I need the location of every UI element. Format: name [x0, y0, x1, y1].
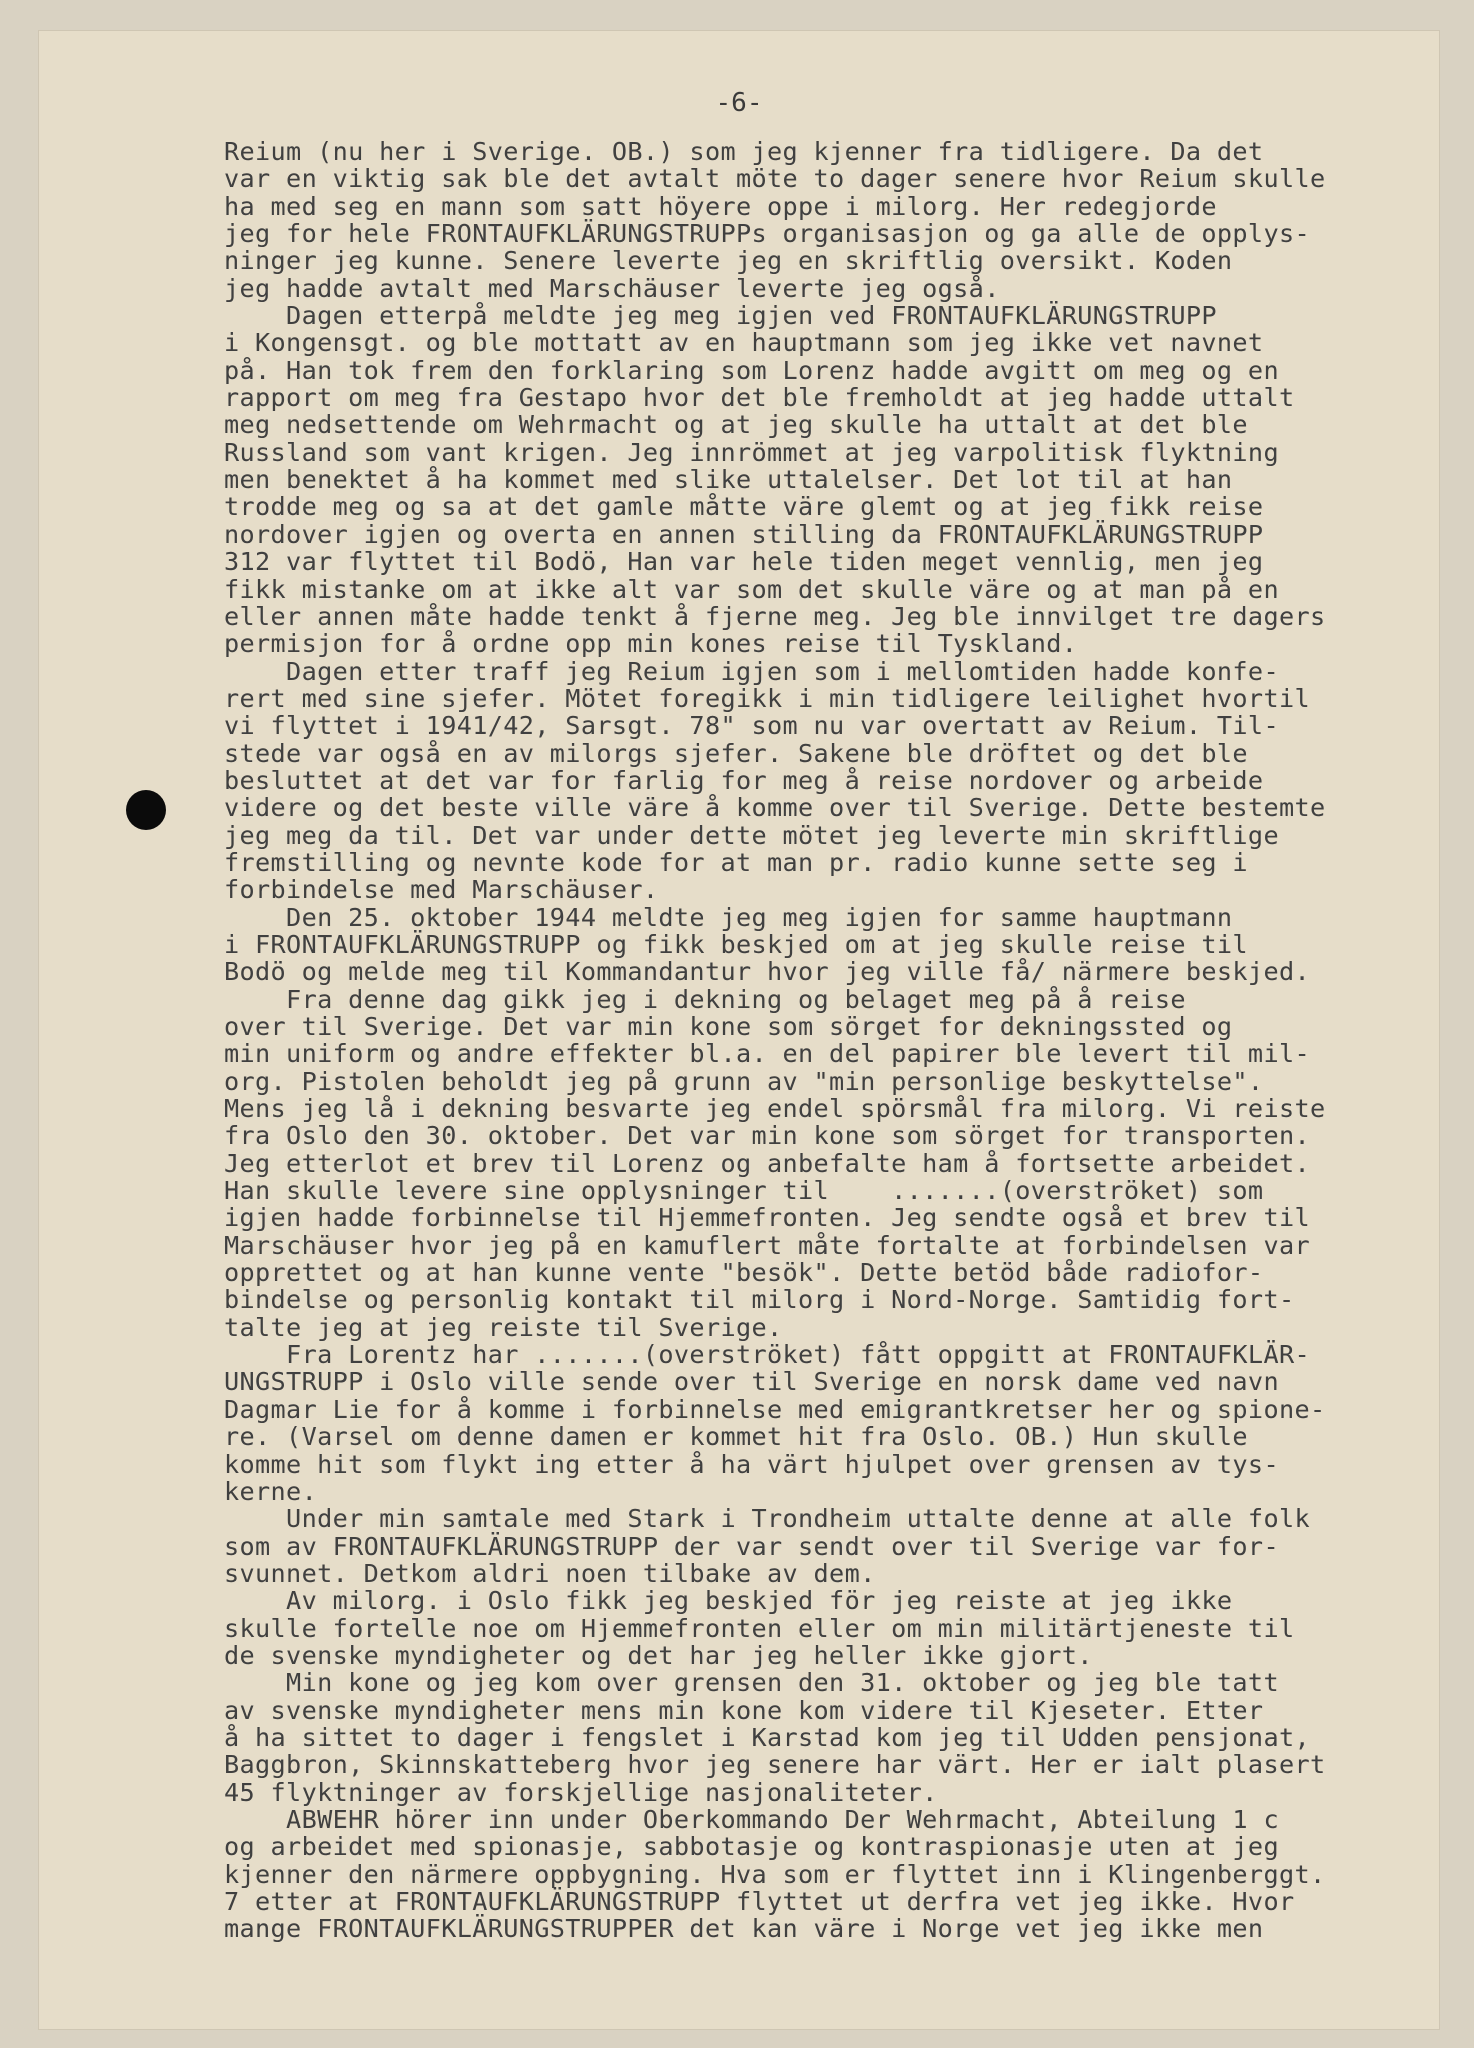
text-line: som av FRONTAUFKLÄRUNGSTRUPP der var sendt over til Sverige var for-: [224, 1531, 1279, 1561]
text-line: min uniform og andre effekter bl.a. en del papirer ble levert til mil-: [224, 1039, 1310, 1069]
text-line: besluttet at det var for farlig for meg å reise nordover og arbeide: [224, 765, 1264, 795]
text-line: re. (Varsel om denne damen er kommet hit fra Oslo. OB.) Hun skulle: [224, 1422, 1248, 1452]
text-line: Min kone og jeg kom over grensen den 31. oktober og jeg ble tatt: [224, 1668, 1279, 1698]
text-line: igjen hadde forbinnelse til Hjemmefronten. Jeg sendte også et brev til: [224, 1203, 1310, 1233]
page-number: -6-: [715, 88, 763, 118]
text-line: 312 var flyttet til Bodö, Han var hele tiden meget vennlig, men jeg: [224, 547, 1264, 577]
text-line: Han skulle levere sine opplysninger til .......(overströket) som: [224, 1176, 1264, 1206]
text-line: Baggbron, Skinnskatteberg hvor jeg senere har värt. Her er ialt plasert: [224, 1750, 1326, 1780]
text-line: ninger jeg kunne. Senere leverte jeg en skriftlig oversikt. Koden: [224, 246, 1233, 276]
text-line: Dagmar Lie for å komme i forbinnelse med emigrantkretser her og spione-: [224, 1394, 1326, 1424]
text-line: UNGSTRUPP i Oslo ville sende over til Sverige en norsk dame ved navn: [224, 1367, 1279, 1397]
text-line: i FRONTAUFKLÄRUNGSTRUPP og fikk beskjed om at jeg skulle reise til: [224, 929, 1248, 959]
text-line: jeg meg da til. Det var under dette mötet jeg leverte min skriftlige: [224, 820, 1279, 850]
text-line: fikk mistanke om at ikke alt var som det skulle väre og at man på en: [224, 574, 1279, 604]
text-line: ha med seg en mann som satt höyere oppe i milorg. Her redegjorde: [224, 191, 1217, 221]
text-line: over til Sverige. Det var min kone som sörget for dekningssted og: [224, 1012, 1233, 1041]
text-line: var en viktig sak ble det avtalt möte to dager senere hvor Reium skulle: [224, 164, 1326, 194]
text-line: videre og det beste ville väre å komme over til Sverige. Dette bestemte: [224, 793, 1326, 823]
text-line: rert med sine sjefer. Mötet foregikk i min tidligere leilighet hvortil: [224, 683, 1310, 713]
text-line: org. Pistolen beholdt jeg på grunn av "min personlige beskyttelse".: [224, 1066, 1264, 1096]
text-line: Marschäuser hvor jeg på en kamuflert måte fortalte at forbindelsen var: [224, 1230, 1310, 1260]
text-line: trodde meg og sa at det gamle måtte väre glemt og at jeg fikk reise: [224, 492, 1264, 522]
text-line: kerne.: [224, 1476, 318, 1506]
text-line: opprettet og at han kunne vente "besök". Dette betöd både radiofor-: [224, 1258, 1264, 1288]
punch-hole: [126, 790, 166, 830]
text-line: forbindelse med Marschäuser.: [224, 875, 659, 905]
text-line: meg nedsettende om Wehrmacht og at jeg skulle ha uttalt at det ble: [224, 410, 1248, 440]
text-line: Fra Lorentz har .......(overströket) fått oppgitt at FRONTAUFKLÄR-: [224, 1340, 1310, 1370]
typewritten-body: [224, 138, 1424, 1943]
text-line: jeg hadde avtalt med Marschäuser leverte jeg også.: [224, 273, 1000, 303]
text-line: av svenske myndigheter mens min kone kom videre til Kjeseter. Etter: [224, 1695, 1264, 1725]
text-line: rapport om meg fra Gestapo hvor det ble fremholdt at jeg hadde uttalt: [224, 383, 1295, 413]
text-line: Dagen etter traff jeg Reium igjen som i mellomtiden hadde konfe-: [224, 656, 1279, 686]
text-line: Den 25. oktober 1944 meldte jeg meg igjen for samme hauptmann: [224, 902, 1233, 932]
text-line: og arbeidet med spionasje, sabbotasje og kontraspionasje uten at jeg: [224, 1832, 1279, 1862]
text-line: Dagen etterpå meldte jeg meg igjen ved FRONTAUFKLÄRUNGSTRUPP: [224, 301, 1217, 331]
text-line: svunnet. Detkom aldri noen tilbake av dem.: [224, 1558, 876, 1588]
text-line: fra Oslo den 30. oktober. Det var min kone som sörget for transporten.: [224, 1121, 1310, 1151]
text-line: mange FRONTAUFKLÄRUNGSTRUPPER det kan väre i Norge vet jeg ikke men: [224, 1914, 1264, 1944]
text-line: Under min samtale med Stark i Trondheim uttalte denne at alle folk: [224, 1504, 1310, 1534]
text-line: de svenske myndigheter og det har jeg heller ikke gjort.: [224, 1640, 1093, 1670]
text-line: jeg for hele FRONTAUFKLÄRUNGSTRUPPs organisasjon og ga alle de opplys-: [224, 219, 1310, 249]
text-line: Bodö og melde meg til Kommandantur hvor jeg ville få/ närmere beskjed.: [224, 957, 1310, 987]
text-line: nordover igjen og overta en annen stilling da FRONTAUFKLÄRUNGSTRUPP: [224, 519, 1264, 549]
text-line: Reium (nu her i Sverige. OB.) som jeg kjenner fra tidligere. Da det: [224, 137, 1264, 166]
text-line: eller annen måte hadde tenkt å fjerne meg. Jeg ble innvilget tre dagers: [224, 601, 1326, 631]
text-line: talte jeg at jeg reiste til Sverige.: [224, 1312, 783, 1342]
text-line: skulle fortelle noe om Hjemmefronten eller om min militärtjeneste til: [224, 1613, 1295, 1643]
text-line: i Kongensgt. og ble mottatt av en hauptmann som jeg ikke vet navnet: [224, 328, 1264, 358]
text-line: Mens jeg lå i dekning besvarte jeg endel spörsmål fra milorg. Vi reiste: [224, 1094, 1326, 1124]
text-line: Russland som vant krigen. Jeg innrömmet at jeg varpolitisk flyktning: [224, 437, 1279, 467]
text-line: 45 flyktninger av forskjellige nasjonaliteter.: [224, 1777, 938, 1807]
text-line: bindelse og personlig kontakt til milorg i Nord-Norge. Samtidig fort-: [224, 1285, 1295, 1315]
text-line: Av milorg. i Oslo fikk jeg beskjed för jeg reiste at jeg ikke: [224, 1586, 1233, 1616]
text-line: komme hit som flykt ing etter å ha värt hjulpet over grensen av tys-: [224, 1449, 1279, 1479]
text-line: Jeg etterlot et brev til Lorenz og anbefalte ham å fortsette arbeidet.: [224, 1148, 1310, 1178]
text-line: å ha sittet to dager i fengslet i Karstad kom jeg til Udden pensjonat,: [224, 1722, 1310, 1752]
text-line: fremstilling og nevnte kode for at man pr. radio kunne sette seg i: [224, 847, 1248, 877]
text-line: på. Han tok frem den forklaring som Lorenz hadde avgitt om meg og en: [224, 355, 1279, 385]
text-line: men benektet å ha kommet med slike uttalelser. Det lot til at han: [224, 465, 1233, 495]
text-line: kjenner den närmere oppbygning. Hva som er flyttet inn i Klingenberggt.: [224, 1859, 1326, 1889]
text-line: Fra denne dag gikk jeg i dekning og belaget meg på å reise: [224, 984, 1186, 1014]
text-line: vi flyttet i 1941/42, Sarsgt. 78" som nu var overtatt av Reium. Til-: [224, 711, 1279, 741]
text-line: ABWEHR hörer inn under Oberkommando Der Wehrmacht, Abteilung 1 c: [224, 1804, 1279, 1834]
text-line: 7 etter at FRONTAUFKLÄRUNGSTRUPP flyttet ut derfra vet jeg ikke. Hvor: [224, 1887, 1295, 1916]
text-line: stede var også en av milorgs sjefer. Sakene ble dröftet og det ble: [224, 738, 1248, 768]
text-line: permisjon for å ordne opp min kones reise til Tyskland.: [224, 629, 1078, 659]
